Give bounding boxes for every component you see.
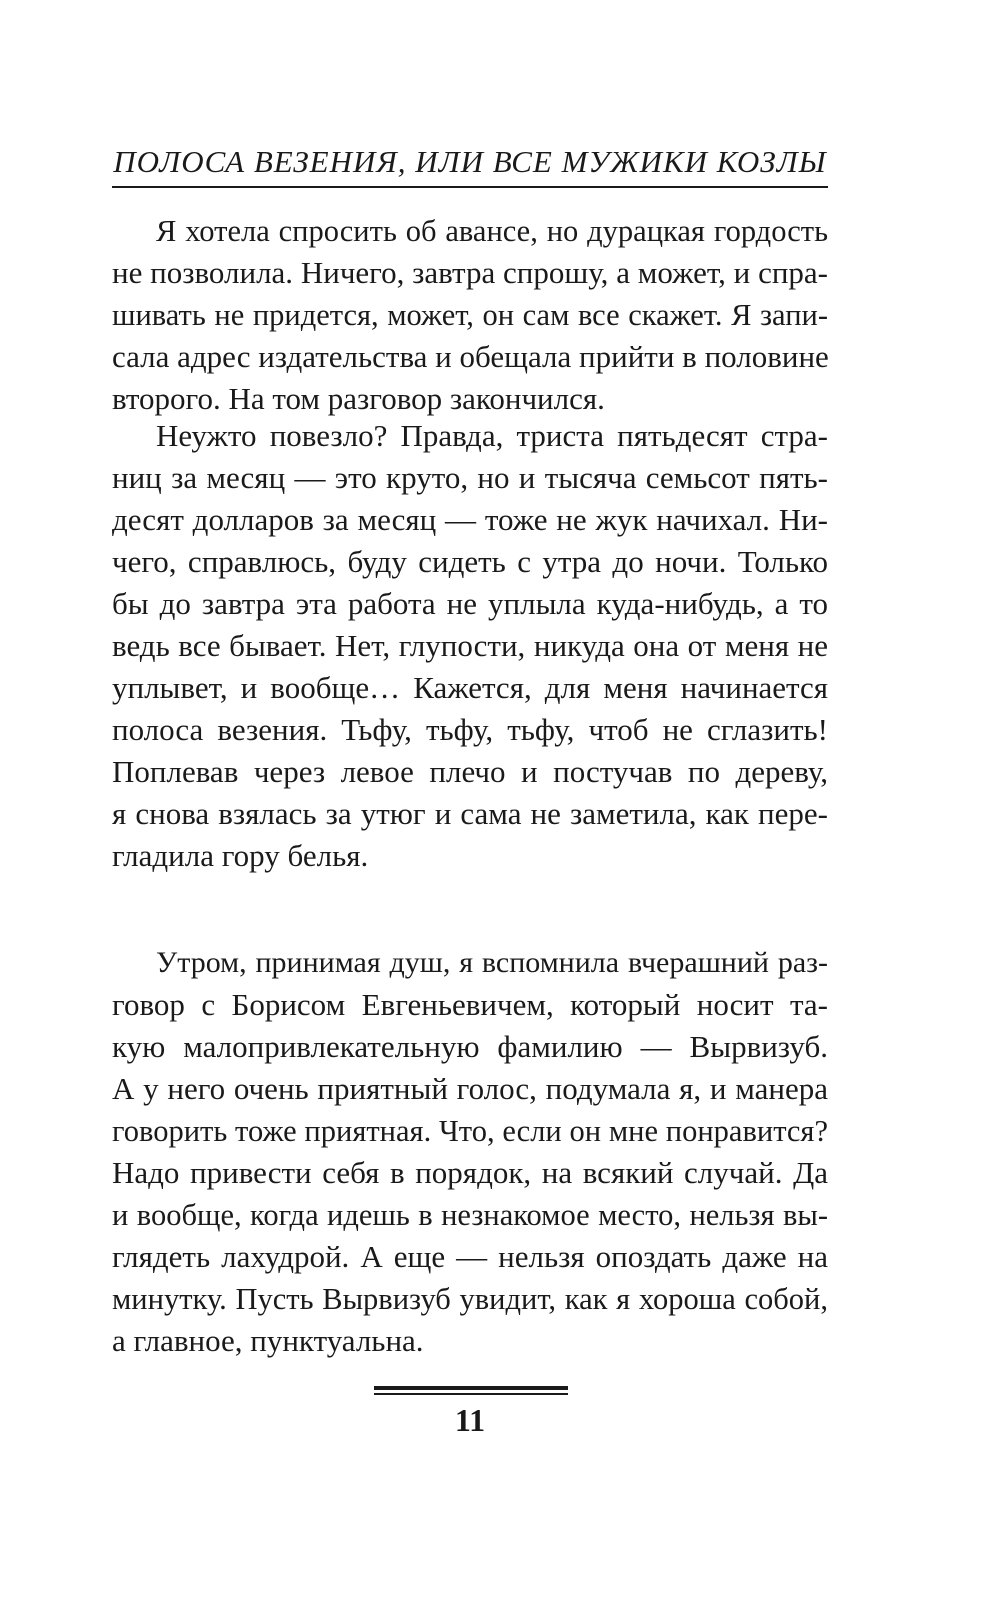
running-head: ПОЛОСА ВЕЗЕНИЯ, ИЛИ ВСЕ МУЖИКИ КОЗЛЫ — [113, 144, 827, 179]
text-line: говорить тоже приятная. Что, если он мне понравится? — [112, 1114, 828, 1148]
page-number: 11 — [454, 1402, 486, 1438]
paragraph-1 — [112, 210, 828, 420]
text-line: Поплевав через левое плечо и постучав по дереву, — [112, 754, 828, 789]
text-line: я снова взялась за утюг и сама не заметила, как пере- — [112, 796, 828, 831]
text-line: десят долларов за месяц — тоже не жук начихал. Ни- — [112, 502, 828, 537]
paragraph-3 — [112, 942, 828, 1362]
text-line: второго. На том разговор закончился. — [112, 381, 605, 416]
footer-rule-thick — [374, 1386, 568, 1390]
header-rule — [112, 186, 828, 188]
text-line: Неужто повезло? Правда, триста пятьдесят стра- — [156, 418, 828, 453]
text-line: а главное, пунктуальна. — [112, 1323, 424, 1358]
text-line: минутку. Пусть Вырвизуб увидит, как я хороша собой, — [112, 1282, 828, 1316]
text-line: А у него очень приятный голос, подумала я, и манера — [112, 1071, 828, 1106]
text-line: чего, справлюсь, буду сидеть с утра до ночи. Только — [112, 544, 828, 579]
text-line: и вообще, когда идешь в незнакомое место, нельзя вы- — [112, 1198, 828, 1232]
text-line: не позволила. Ничего, завтра спрошу, а может, и спра- — [112, 255, 828, 290]
text-line: глядеть лахудрой. А еще — нельзя опоздать даже на — [112, 1239, 828, 1274]
text-line: уплывет, и вообще… Кажется, для меня начинается — [112, 670, 828, 705]
text-line: сала адрес издательства и обещала прийти в половине — [112, 339, 829, 374]
text-line: ниц за месяц — это круто, но и тысяча семьсот пять- — [112, 460, 828, 495]
text-line: полоса везения. Тьфу, тьфу, тьфу, чтоб не сглазить! — [112, 712, 828, 747]
footer-rule-thin — [374, 1393, 568, 1395]
text-line: Утром, принимая душ, я вспомнила вчерашний раз- — [156, 946, 828, 979]
text-line: Надо привести себя в порядок, на всякий случай. Да — [112, 1155, 828, 1190]
text-line: ведь все бывает. Нет, глупости, никуда она от меня не — [112, 628, 828, 663]
text-line: говор с Борисом Евгеньевичем, который носит та- — [112, 987, 828, 1022]
text-line: гладила гору белья. — [112, 838, 369, 873]
paragraph-2 — [112, 415, 828, 877]
text-line: кую малопривлекательную фамилию — Вырвизуб. — [112, 1029, 828, 1064]
text-line: бы до завтра эта работа не уплыла куда-нибудь, а то — [112, 586, 828, 621]
text-line: шивать не придется, может, он сам все скажет. Я запи- — [112, 298, 828, 332]
text-line: Я хотела спросить об авансе, но дурацкая гордость — [156, 214, 828, 248]
